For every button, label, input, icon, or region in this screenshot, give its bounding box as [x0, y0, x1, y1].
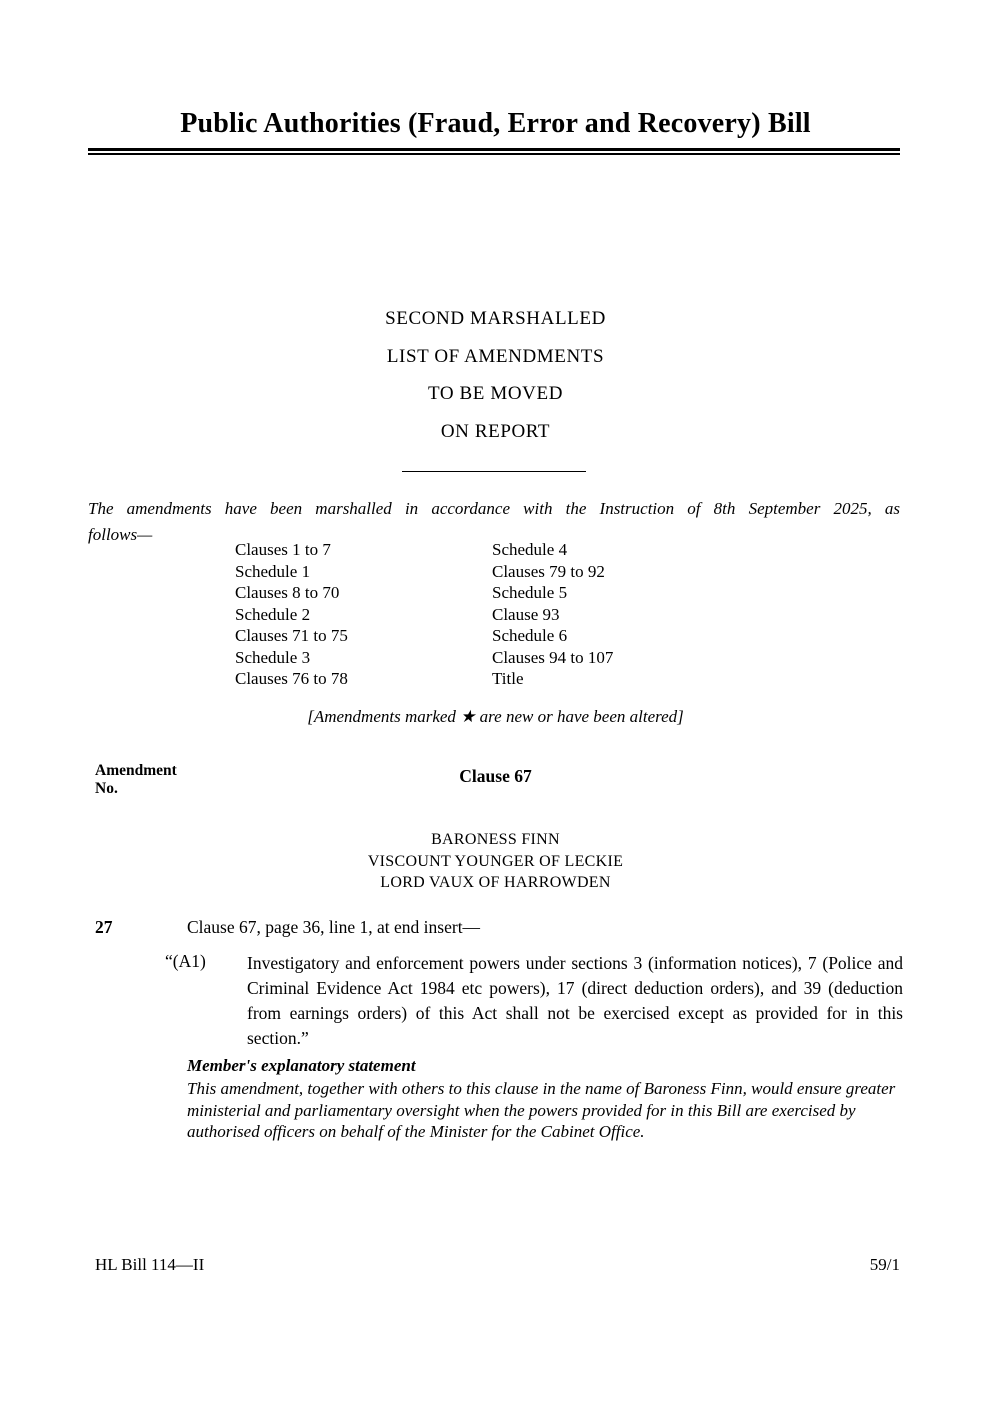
- amendment-instruction: Clause 67, page 36, line 1, at end insert—: [187, 917, 481, 937]
- title-double-rule: [88, 148, 900, 155]
- order-item: Schedule 3: [235, 647, 311, 667]
- star-legend: [Amendments marked ★ are new or have been altered]: [307, 707, 684, 726]
- footer-bill-number: HL Bill 114—II: [95, 1255, 205, 1274]
- order-item: Clauses 94 to 107: [492, 647, 614, 667]
- amendment-insert-text: Investigatory and enforcement powers under sections 3 (information notices), 7 (Police and Criminal Evidence Act 1984 etc powers), 17 (direct deduction orders), and 39 (deduction from earnings orders) of this Act shall not be exercised except as provided for in this section.”: [247, 953, 903, 1048]
- marshalling-order-column-2: [492, 539, 752, 690]
- order-item: Schedule 6: [492, 626, 568, 645]
- order-item: Clauses 8 to 70: [235, 583, 340, 602]
- order-item: Clause 93: [492, 604, 560, 624]
- explanatory-statement-heading: Member's explanatory statement: [187, 1056, 416, 1075]
- document-heading: [0, 300, 991, 450]
- marshalling-order: [235, 539, 752, 690]
- amendment-no-label-line-2: No.: [95, 779, 118, 797]
- order-item: Schedule 5: [492, 583, 568, 602]
- heading-line-2: LIST OF AMENDMENTS: [386, 345, 605, 367]
- section-divider: [402, 471, 586, 472]
- amendment-insert-label: “(A1): [165, 951, 206, 971]
- marshalling-note-line-2: follows—: [88, 525, 153, 544]
- heading-line-3: TO BE MOVED: [427, 383, 564, 404]
- heading-line-1: SECOND MARSHALLED: [385, 308, 606, 329]
- clause-heading: Clause 67: [459, 766, 532, 786]
- order-item: Schedule 2: [235, 604, 311, 624]
- order-item: Schedule 1: [235, 561, 311, 581]
- order-item: Clauses 1 to 7: [235, 540, 331, 559]
- sponsor-list: [0, 829, 991, 894]
- sponsor-name: LORD VAUX OF HARROWDEN: [380, 874, 611, 891]
- explanatory-statement-text: This amendment, together with others to this clause in the name of Baroness Finn, would ensure greater ministerial and parliamentary oversight when the powers provided for in this Bill are exercised by authorised officers on behalf of the Minister for the Cabinet Office.: [187, 1079, 896, 1141]
- marshalling-order-column-1: [235, 539, 492, 690]
- sponsor-name: VISCOUNT YOUNGER OF LECKIE: [367, 852, 624, 870]
- order-item: Clauses 71 to 75: [235, 626, 348, 645]
- marshalling-note-line-1: The amendments have been marshalled in accordance with the Instruction of 8th September 2025, as: [88, 499, 900, 518]
- order-item: Clauses 76 to 78: [235, 669, 348, 688]
- heading-line-4: ON REPORT: [440, 420, 551, 442]
- amendment-number: 27: [95, 917, 113, 937]
- order-item: Clauses 79 to 92: [492, 561, 605, 581]
- footer-page-number: 59/1: [869, 1255, 900, 1274]
- amendment-no-label-line-1: Amendment: [95, 762, 177, 779]
- order-item: Title: [492, 669, 524, 688]
- page-title: Public Authorities (Fraud, Error and Recovery) Bill: [180, 108, 811, 139]
- order-item: Schedule 4: [492, 540, 568, 559]
- sponsor-name: BARONESS FINN: [431, 831, 560, 848]
